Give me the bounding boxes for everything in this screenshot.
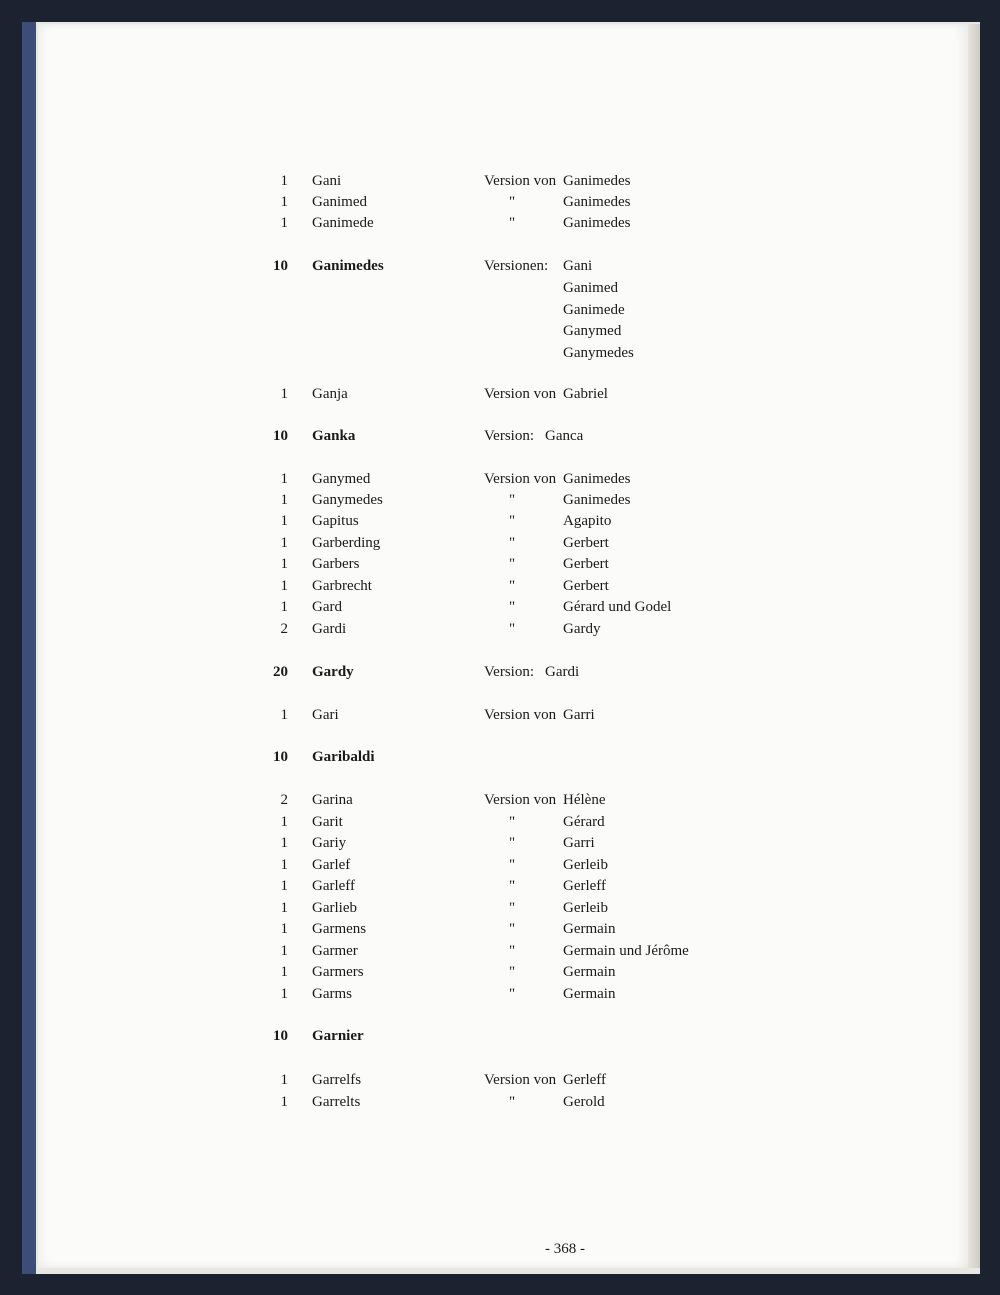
entry-value: Ganimedes: [563, 173, 631, 189]
entry-row: [0, 425, 1000, 447]
entry-value: Gerold: [563, 1094, 605, 1110]
entry-value: Germain: [563, 964, 616, 980]
entry-value: Garri: [563, 835, 595, 851]
ditto-mark: ": [509, 621, 516, 637]
entry-count: 1: [280, 814, 288, 830]
entry-count: 1: [280, 386, 288, 402]
ditto-mark: ": [509, 921, 516, 937]
entry-name: Ganimedes: [312, 258, 384, 274]
entry-row: [0, 983, 1000, 1005]
entry-name: Gardy: [312, 664, 354, 680]
page-number: - 368 -: [545, 1241, 585, 1257]
entry-count: 1: [280, 535, 288, 551]
entry-row: [0, 532, 1000, 554]
entry-name: Garmer: [312, 943, 358, 959]
entry-count: 1: [280, 964, 288, 980]
entry-prefix: Version von: [484, 1072, 557, 1088]
ditto-mark: ": [509, 492, 516, 508]
entry-value: Ganimedes: [563, 194, 631, 210]
entry-count: 1: [280, 173, 288, 189]
entry-value: Ganimed: [563, 280, 618, 296]
entry-value: Gerleib: [563, 900, 608, 916]
entry-value: Gardy: [563, 621, 601, 637]
entry-name: Ganimed: [312, 194, 367, 210]
entry-value: Gerbert: [563, 578, 609, 594]
entry-row: [0, 897, 1000, 919]
entry-count: 2: [280, 621, 288, 637]
entry-value: Hélène: [563, 792, 606, 808]
entry-count: 10: [273, 258, 288, 274]
entry-count: 1: [280, 986, 288, 1002]
entry-name: Gard: [312, 599, 342, 615]
entry-row: [0, 961, 1000, 983]
entry-name: Gari: [312, 707, 339, 723]
entry-count: 1: [280, 471, 288, 487]
entry-row: [0, 789, 1000, 811]
entry-name: Garrelts: [312, 1094, 361, 1110]
entry-prefix: Versionen:: [484, 258, 549, 274]
entry-name: Garmens: [312, 921, 367, 937]
entry-prefix: Version:: [484, 664, 534, 680]
entry-row: [0, 875, 1000, 897]
entry-value: Gerleff: [563, 1072, 607, 1088]
entry-row: [0, 510, 1000, 532]
entry-value: Gerbert: [563, 535, 609, 551]
entry-row: [0, 596, 1000, 618]
entry-name: Garina: [312, 792, 353, 808]
ditto-mark: ": [509, 215, 516, 231]
entry-value: Ganimedes: [563, 215, 631, 231]
entry-count: 1: [280, 599, 288, 615]
entry-row: [0, 320, 1000, 342]
entry-value: Ganimedes: [563, 471, 631, 487]
ditto-mark: ": [509, 1094, 516, 1110]
entry-count: 1: [280, 1072, 288, 1088]
ditto-mark: ": [509, 578, 516, 594]
entry-prefix: Version von: [484, 792, 557, 808]
entry-prefix: Version von: [484, 707, 557, 723]
entry-value: Gerleib: [563, 857, 608, 873]
entry-name: Garibaldi: [312, 749, 375, 765]
entry-row: [0, 468, 1000, 490]
entry-name: Garbrecht: [312, 578, 372, 594]
entry-count: 1: [280, 578, 288, 594]
entry-value: Ganca: [545, 428, 584, 444]
entry-row: [0, 489, 1000, 511]
entry-prefix: Version von: [484, 386, 557, 402]
entry-value: Gerbert: [563, 556, 609, 572]
entry-name: Ganimede: [312, 215, 374, 231]
ditto-mark: ": [509, 194, 516, 210]
entry-row: [0, 277, 1000, 299]
entry-value: Gani: [563, 258, 593, 274]
ditto-mark: ": [509, 943, 516, 959]
entry-count: 1: [280, 857, 288, 873]
entry-value: Gerleff: [563, 878, 607, 894]
entry-count: 1: [280, 835, 288, 851]
entry-row: [0, 255, 1000, 277]
entry-count: 1: [280, 943, 288, 959]
entry-name: Garlef: [312, 857, 351, 873]
entry-row: [0, 811, 1000, 833]
entry-value: Germain und Jérôme: [563, 943, 689, 959]
entry-count: 1: [280, 921, 288, 937]
entry-row: [0, 1025, 1000, 1047]
entry-prefix: Version von: [484, 471, 557, 487]
entry-name: Garberding: [312, 535, 381, 551]
entry-row: [0, 940, 1000, 962]
entry-value: Gérard und Godel: [563, 599, 672, 615]
entry-name: Garmers: [312, 964, 364, 980]
entry-row: [0, 342, 1000, 364]
entry-row: [0, 212, 1000, 234]
entry-name: Ganymed: [312, 471, 371, 487]
entry-row: [0, 618, 1000, 640]
entry-value: Gérard: [563, 814, 605, 830]
entry-name: Garms: [312, 986, 352, 1002]
entry-value: Gardi: [545, 664, 580, 680]
entry-value: Gabriel: [563, 386, 608, 402]
ditto-mark: ": [509, 513, 516, 529]
entry-name: Ganymedes: [312, 492, 383, 508]
entry-count: 10: [273, 749, 288, 765]
entry-prefix: Version von: [484, 173, 557, 189]
entry-name: Garlieb: [312, 900, 357, 916]
entry-value: Ganimede: [563, 302, 625, 318]
entry-count: 2: [280, 792, 288, 808]
ditto-mark: ": [509, 878, 516, 894]
ditto-mark: ": [509, 556, 516, 572]
entry-count: 1: [280, 556, 288, 572]
entry-row: [0, 383, 1000, 405]
entry-count: 1: [280, 513, 288, 529]
entry-value: Agapito: [563, 513, 612, 529]
ditto-mark: ": [509, 964, 516, 980]
entry-name: Garnier: [312, 1028, 364, 1044]
entry-row: [0, 1091, 1000, 1113]
entry-count: 1: [280, 194, 288, 210]
entry-value: Ganymedes: [563, 345, 634, 361]
entry-count: 1: [280, 900, 288, 916]
entry-name: Gardi: [312, 621, 347, 637]
entry-count: 10: [273, 1028, 288, 1044]
entry-count: 1: [280, 492, 288, 508]
entry-count: 10: [273, 428, 288, 444]
entry-count: 1: [280, 878, 288, 894]
entry-value: Garri: [563, 707, 595, 723]
entry-value: Germain: [563, 921, 616, 937]
entry-row: [0, 1069, 1000, 1091]
entry-row: [0, 553, 1000, 575]
entry-count: 1: [280, 215, 288, 231]
entry-prefix: Version:: [484, 428, 534, 444]
entry-name: Gapitus: [312, 513, 359, 529]
entry-name: Ganja: [312, 386, 348, 402]
ditto-mark: ": [509, 857, 516, 873]
entry-row: [0, 704, 1000, 726]
entry-count: 1: [280, 707, 288, 723]
entry-value: Germain: [563, 986, 616, 1002]
entry-name: Ganka: [312, 428, 356, 444]
entry-count: 1: [280, 1094, 288, 1110]
ditto-mark: ": [509, 986, 516, 1002]
entry-value: Ganimedes: [563, 492, 631, 508]
ditto-mark: ": [509, 535, 516, 551]
entry-name: Garleff: [312, 878, 356, 894]
entry-row: [0, 191, 1000, 213]
entry-row: [0, 746, 1000, 768]
entry-row: [0, 832, 1000, 854]
entry-row: [0, 918, 1000, 940]
entry-count: 20: [273, 664, 288, 680]
entry-row: [0, 854, 1000, 876]
ditto-mark: ": [509, 814, 516, 830]
entry-name: Garrelfs: [312, 1072, 362, 1088]
ditto-mark: ": [509, 900, 516, 916]
entry-row: [0, 299, 1000, 321]
entry-name: Garit: [312, 814, 343, 830]
entry-name: Garbers: [312, 556, 360, 572]
entry-name: Gani: [312, 173, 342, 189]
entry-row: [0, 170, 1000, 192]
entry-name: Gariy: [312, 835, 347, 851]
ditto-mark: ": [509, 835, 516, 851]
entry-row: [0, 575, 1000, 597]
entry-row: [0, 661, 1000, 683]
entry-value: Ganymed: [563, 323, 622, 339]
ditto-mark: ": [509, 599, 516, 615]
